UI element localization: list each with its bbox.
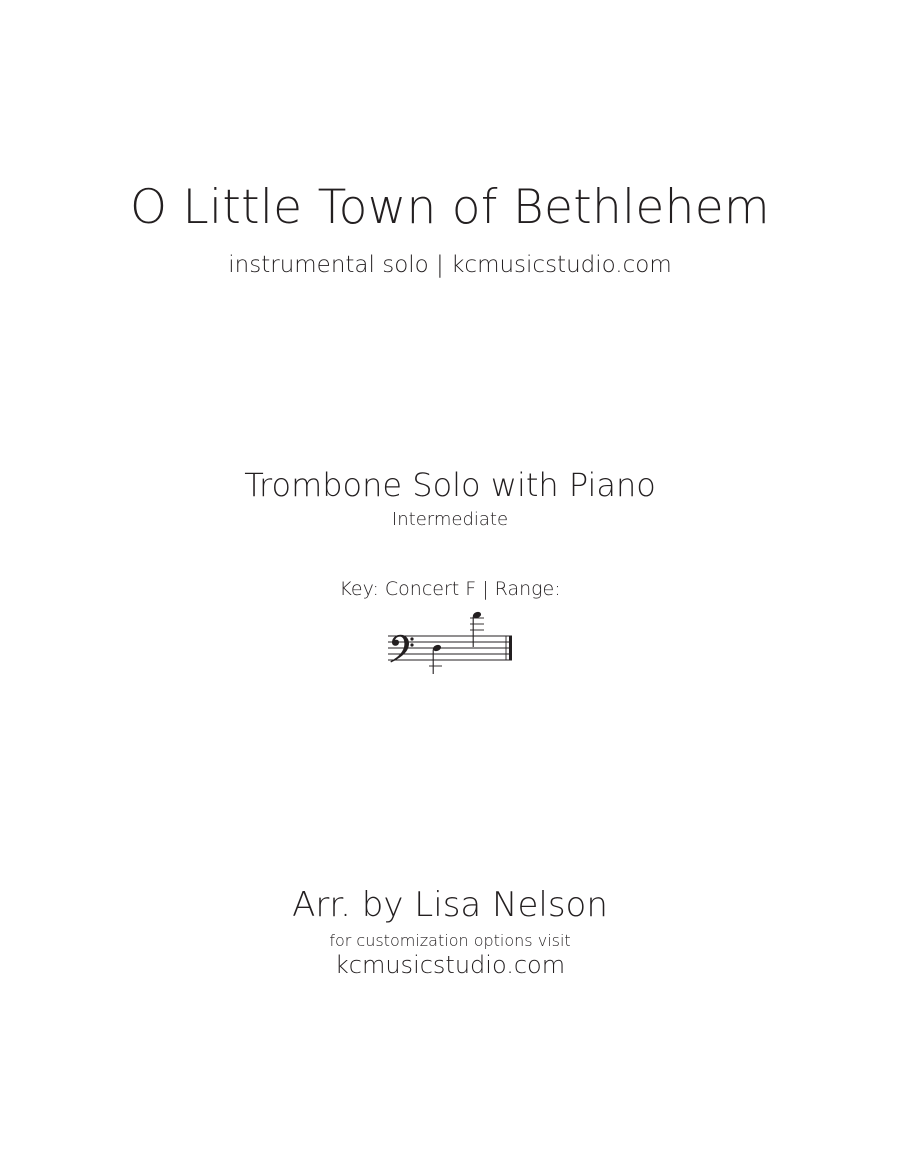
instrumentation: Trombone Solo with Piano [244,466,656,504]
range-staff [386,604,516,684]
website-text: kcmusicstudio.com [334,951,566,979]
difficulty-level: Intermediate [391,509,509,530]
arranger-credit: Arr. by Lisa Nelson [292,885,608,925]
key-range-label: Key: Concert F | Range: [339,578,561,600]
page-title: O Little Town of Bethlehem [129,180,770,235]
customization-note: for customization options visit [329,931,571,950]
page-subtitle: instrumental solo | kcmusicstudio.com [228,252,672,278]
bass-clef-icon [390,635,413,663]
